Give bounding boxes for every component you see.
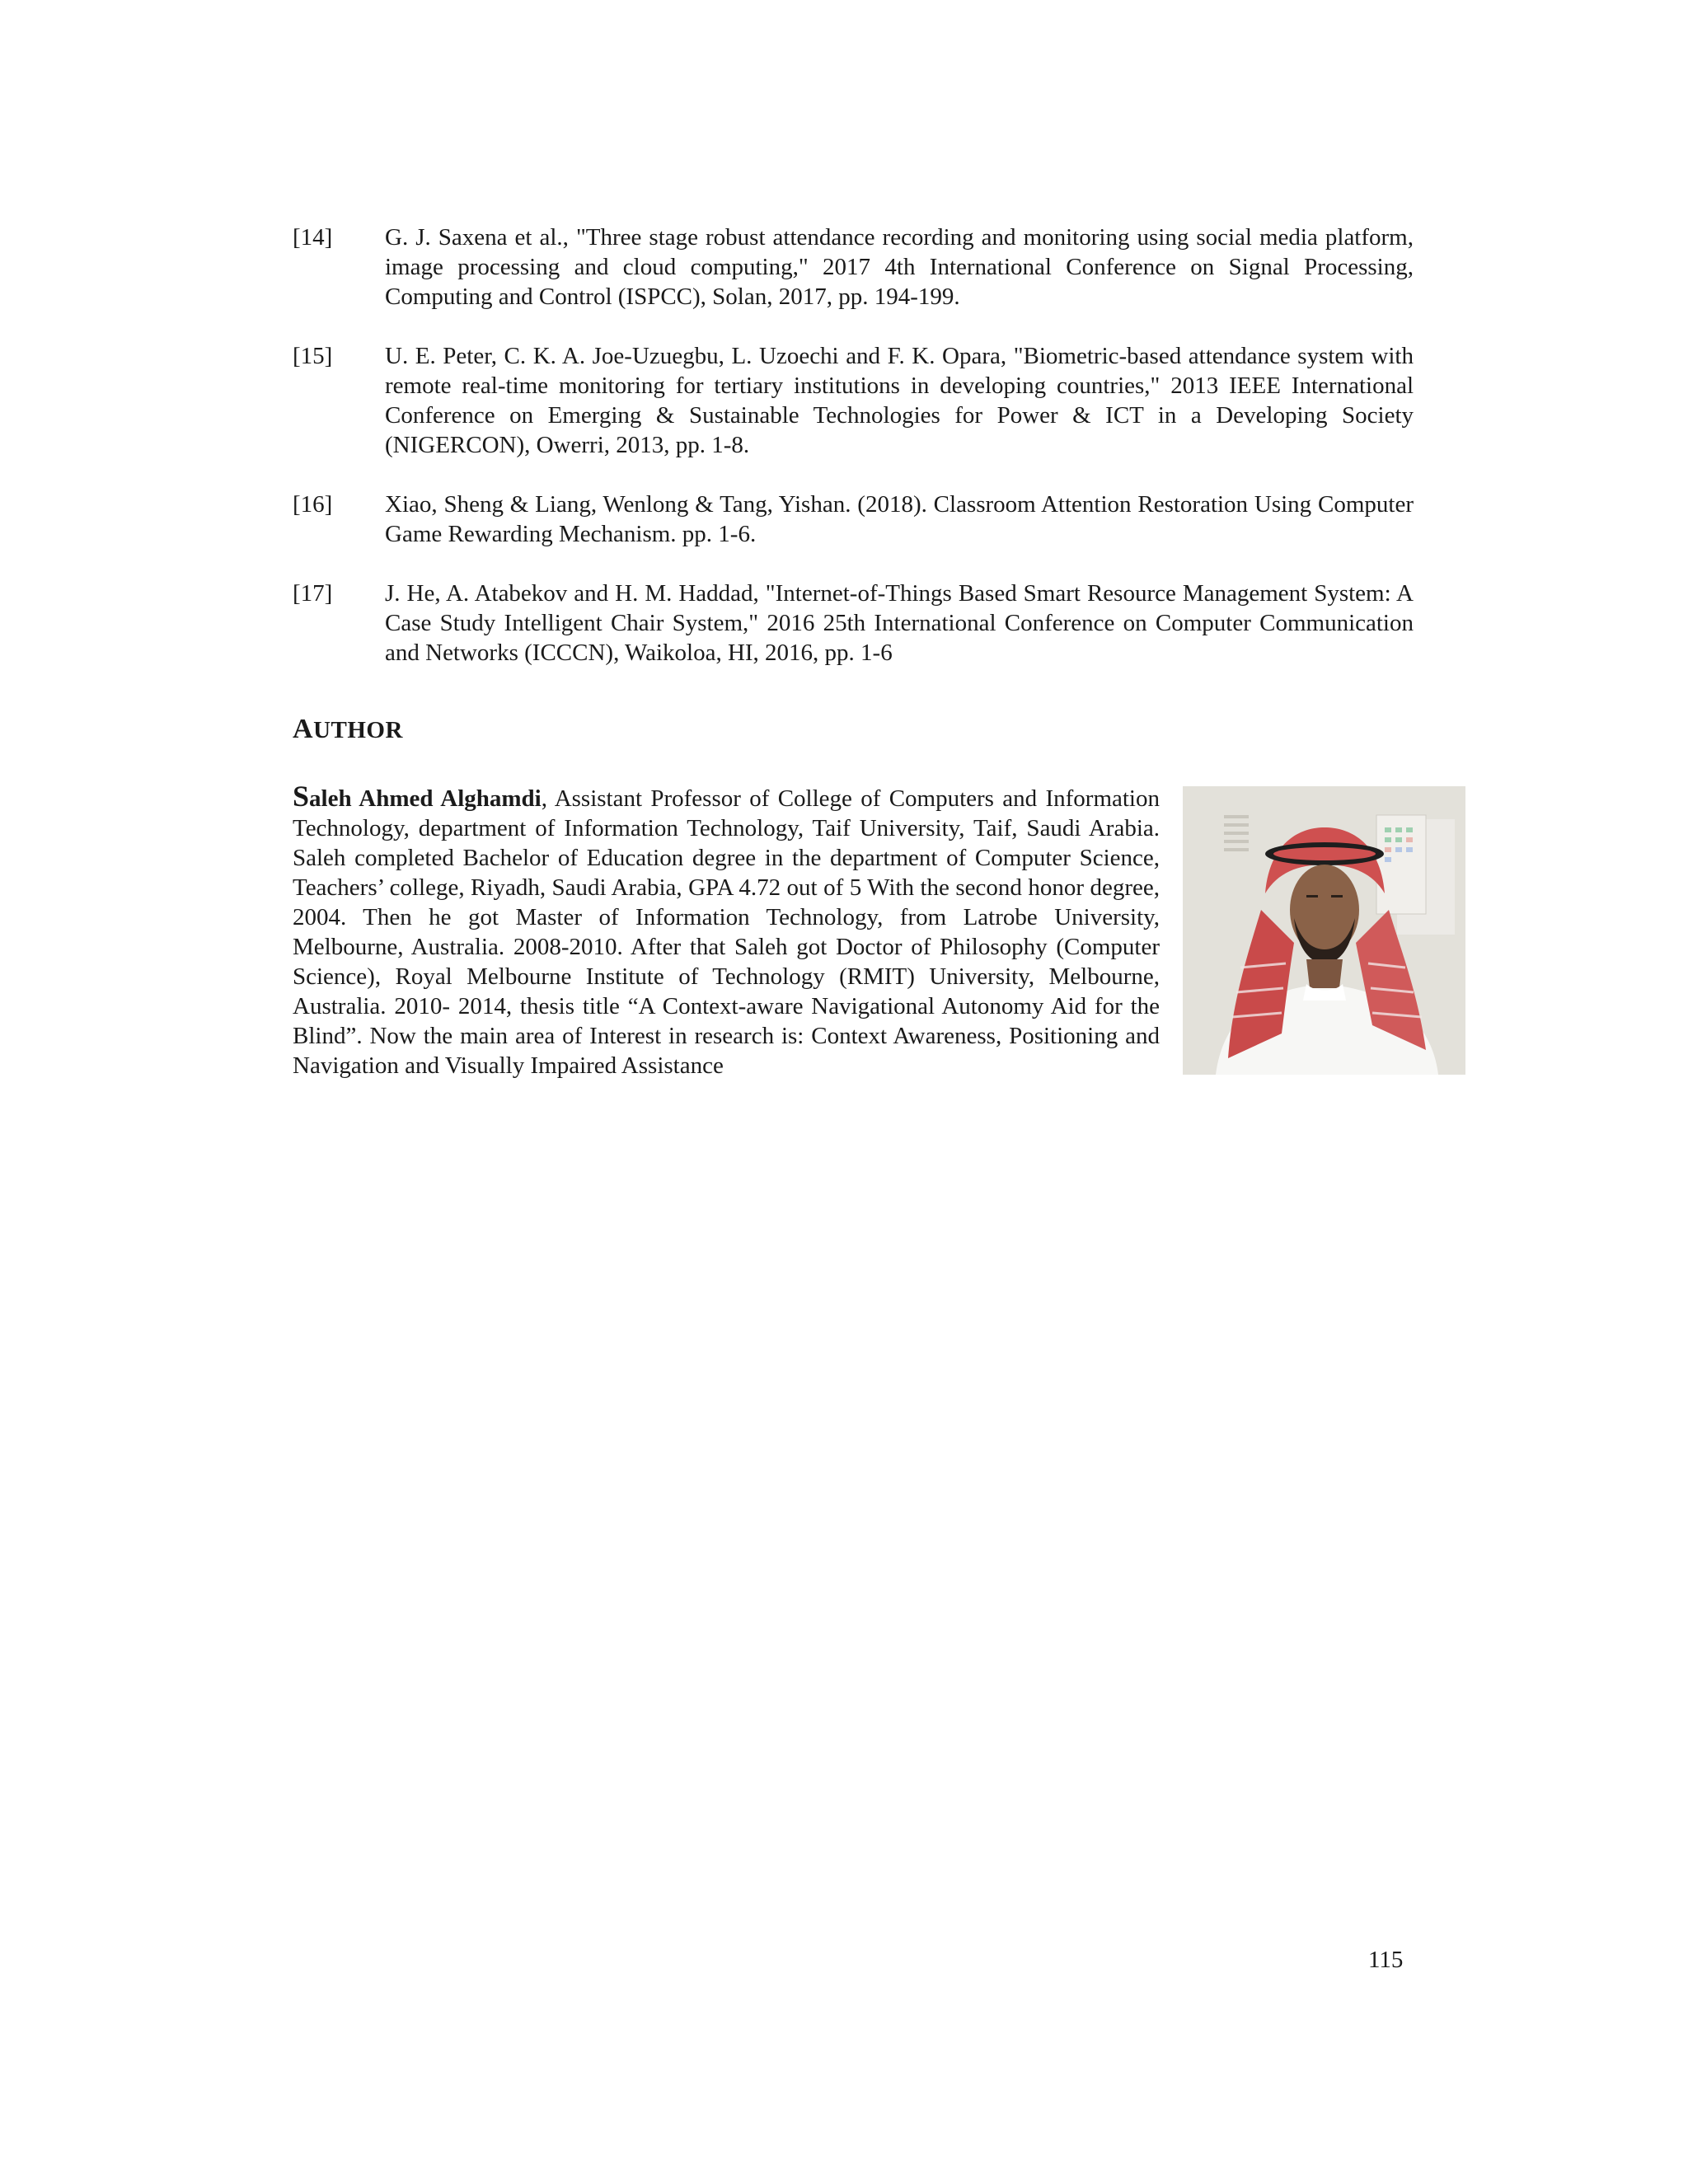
reference-item xyxy=(293,579,1414,668)
reference-item xyxy=(293,490,1414,549)
reference-text: Xiao, Sheng & Liang, Wenlong & Tang, Yishan. (2018). Classroom Attention Restoration Using Computer Game Rewarding Mechanism. pp. 1-6. xyxy=(385,491,1414,547)
author-bio-text: , Assistant Professor of College of Computers and Information Technology, department of Information Technology, Taif University, Taif, Saudi Arabia. Saleh completed Bachelor of Education degree in the department of Computer Science, Teachers’ college, Riyadh, Saudi Arabia, GPA 4.72 out of 5 With the second honor degree, 2004. Then he got Master of Information Technology, from Latrobe University, Melbourne, Australia. 2008-2010. After that Saleh got Doctor of Philosophy (Computer Science), Royal Melbourne Institute of Technology (RMIT) University, Melbourne, Australia. 2010- 2014, thesis title “A Context-aware Navigational Autonomy Aid for the Blind”. Now the main area of Interest in research is: Context Awareness, Positioning and Navigation and Visually Impaired Assistance xyxy=(293,785,1160,1079)
reference-number: [14] xyxy=(293,224,333,251)
author-biography xyxy=(293,781,1160,1080)
author-name-initial: S xyxy=(293,780,310,813)
reference-text: G. J. Saxena et al., "Three stage robust attendance recording and monitoring using social media platform, image processing and cloud computing," 2017 4th International Conference on Signal Processing, Computing and Control (ISPCC), Solan, 2017, pp. 194-199. xyxy=(385,224,1414,310)
reference-number: [15] xyxy=(293,343,333,369)
reference-number: [17] xyxy=(293,580,333,607)
author-photo xyxy=(1183,786,1465,1075)
author-name: aleh Ahmed Alghamdi xyxy=(309,785,542,812)
reference-item xyxy=(293,341,1414,460)
author-heading-rest: UTHOR xyxy=(313,717,403,743)
page-number: 115 xyxy=(1368,1947,1404,1973)
author-section-heading xyxy=(293,714,403,745)
reference-number: [16] xyxy=(293,491,333,518)
reference-text: U. E. Peter, C. K. A. Joe-Uzuegbu, L. Uzoechi and F. K. Opara, "Biometric-based attendance system with remote real-time monitoring for tertiary institutions in developing countries," 2013 IEEE International Conference on Emerging & Sustainable Technologies for Power & ICT in a Developing Society (NIGERCON), Owerri, 2013, pp. 1-8. xyxy=(385,343,1414,458)
reference-item xyxy=(293,223,1414,312)
reference-list xyxy=(293,223,1414,697)
reference-text: J. He, A. Atabekov and H. M. Haddad, "Internet-of-Things Based Smart Resource Management System: A Case Study Intelligent Chair System," 2016 25th International Conference on Computer Communication and Networks (ICCCN), Waikoloa, HI, 2016, pp. 1-6 xyxy=(385,580,1414,666)
author-heading-initial: A xyxy=(293,714,314,744)
